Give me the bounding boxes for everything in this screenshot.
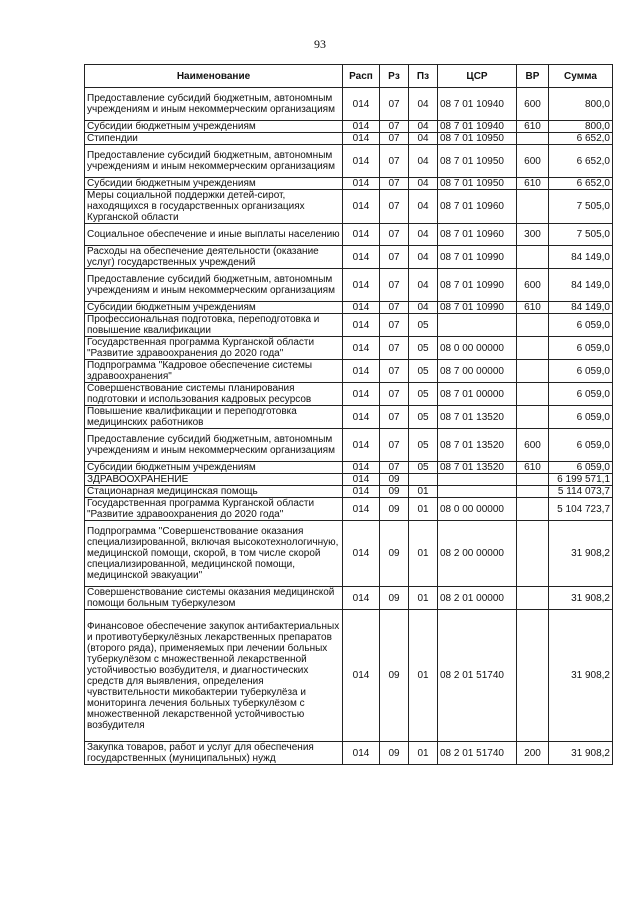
row-pz: 04 bbox=[409, 246, 438, 269]
row-vr bbox=[517, 610, 549, 742]
row-csr: 08 7 01 10960 bbox=[438, 224, 517, 246]
row-vr: 600 bbox=[517, 145, 549, 178]
table-row bbox=[85, 383, 613, 406]
row-csr bbox=[438, 486, 517, 498]
table-row bbox=[85, 224, 613, 246]
table-row bbox=[85, 474, 613, 486]
row-rasp: 014 bbox=[343, 429, 380, 462]
row-name: Предоставление субсидий бюджетным, автономным учреждениям и иным некоммерческим организациям bbox=[85, 269, 343, 302]
table-row bbox=[85, 133, 613, 145]
row-name: Стационарная медицинская помощь bbox=[85, 486, 343, 498]
row-sum: 800,0 bbox=[549, 88, 613, 121]
row-pz: 04 bbox=[409, 190, 438, 224]
row-sum: 84 149,0 bbox=[549, 302, 613, 314]
row-vr bbox=[517, 486, 549, 498]
row-rasp: 014 bbox=[343, 587, 380, 610]
row-csr: 08 2 00 00000 bbox=[438, 521, 517, 587]
row-pz: 05 bbox=[409, 406, 438, 429]
row-sum: 5 114 073,7 bbox=[549, 486, 613, 498]
row-vr bbox=[517, 521, 549, 587]
row-rz: 09 bbox=[380, 742, 409, 765]
row-rz: 07 bbox=[380, 360, 409, 383]
row-name: Подпрограмма "Кадровое обеспечение системы здравоохранения" bbox=[85, 360, 343, 383]
row-name: Предоставление субсидий бюджетным, автономным учреждениям и иным некоммерческим организациям bbox=[85, 88, 343, 121]
table-row bbox=[85, 269, 613, 302]
row-pz: 01 bbox=[409, 486, 438, 498]
row-vr: 610 bbox=[517, 121, 549, 133]
table-row bbox=[85, 498, 613, 521]
row-csr: 08 7 01 00000 bbox=[438, 383, 517, 406]
row-rz: 07 bbox=[380, 133, 409, 145]
row-name: Предоставление субсидий бюджетным, автономным учреждениям и иным некоммерческим организациям bbox=[85, 429, 343, 462]
row-rz: 07 bbox=[380, 314, 409, 337]
row-rasp: 014 bbox=[343, 145, 380, 178]
row-sum: 5 104 723,7 bbox=[549, 498, 613, 521]
row-vr bbox=[517, 133, 549, 145]
header-sum: Сумма bbox=[549, 65, 613, 88]
row-rasp: 014 bbox=[343, 88, 380, 121]
row-rz: 07 bbox=[380, 406, 409, 429]
row-rasp: 014 bbox=[343, 178, 380, 190]
row-rasp: 014 bbox=[343, 302, 380, 314]
row-name: Субсидии бюджетным учреждениям bbox=[85, 178, 343, 190]
row-vr bbox=[517, 246, 549, 269]
row-vr: 600 bbox=[517, 269, 549, 302]
row-pz: 01 bbox=[409, 742, 438, 765]
row-rz: 07 bbox=[380, 88, 409, 121]
table-row bbox=[85, 302, 613, 314]
row-rz: 07 bbox=[380, 246, 409, 269]
row-name: Субсидии бюджетным учреждениям bbox=[85, 462, 343, 474]
row-sum: 7 505,0 bbox=[549, 224, 613, 246]
row-sum: 6 652,0 bbox=[549, 133, 613, 145]
row-name: Совершенствование системы оказания медицинской помощи больным туберкулезом bbox=[85, 587, 343, 610]
row-pz: 04 bbox=[409, 178, 438, 190]
row-vr: 300 bbox=[517, 224, 549, 246]
row-rasp: 014 bbox=[343, 742, 380, 765]
row-sum: 6 059,0 bbox=[549, 360, 613, 383]
row-rasp: 014 bbox=[343, 190, 380, 224]
row-rasp: 014 bbox=[343, 383, 380, 406]
table-row bbox=[85, 429, 613, 462]
row-rasp: 014 bbox=[343, 610, 380, 742]
row-csr: 08 7 01 13520 bbox=[438, 406, 517, 429]
table-row bbox=[85, 145, 613, 178]
row-name: Социальное обеспечение и иные выплаты населению bbox=[85, 224, 343, 246]
row-rz: 09 bbox=[380, 521, 409, 587]
row-vr: 200 bbox=[517, 742, 549, 765]
row-pz: 01 bbox=[409, 610, 438, 742]
row-csr: 08 0 00 00000 bbox=[438, 337, 517, 360]
header-pz: Пз bbox=[409, 65, 438, 88]
row-csr bbox=[438, 474, 517, 486]
table-row bbox=[85, 360, 613, 383]
row-csr: 08 7 01 10960 bbox=[438, 190, 517, 224]
row-csr: 08 2 01 00000 bbox=[438, 587, 517, 610]
row-rz: 09 bbox=[380, 498, 409, 521]
row-sum: 6 059,0 bbox=[549, 314, 613, 337]
row-csr bbox=[438, 314, 517, 337]
row-rasp: 014 bbox=[343, 521, 380, 587]
row-csr: 08 7 01 10950 bbox=[438, 133, 517, 145]
table-row bbox=[85, 406, 613, 429]
row-rz: 07 bbox=[380, 383, 409, 406]
row-rasp: 014 bbox=[343, 133, 380, 145]
row-sum: 31 908,2 bbox=[549, 521, 613, 587]
header-name: Наименование bbox=[85, 65, 343, 88]
row-rz: 07 bbox=[380, 190, 409, 224]
row-rasp: 014 bbox=[343, 269, 380, 302]
row-sum: 6 059,0 bbox=[549, 429, 613, 462]
row-csr: 08 7 01 10990 bbox=[438, 302, 517, 314]
row-csr: 08 7 01 10990 bbox=[438, 269, 517, 302]
row-rz: 09 bbox=[380, 474, 409, 486]
row-csr: 08 7 01 10940 bbox=[438, 88, 517, 121]
table-row bbox=[85, 178, 613, 190]
header-csr: ЦСР bbox=[438, 65, 517, 88]
row-csr: 08 7 01 10950 bbox=[438, 178, 517, 190]
table-row bbox=[85, 521, 613, 587]
row-rz: 07 bbox=[380, 145, 409, 178]
row-name: Меры социальной поддержки детей-сирот, находящихся в государственных организациях Курганской области bbox=[85, 190, 343, 224]
row-vr bbox=[517, 337, 549, 360]
row-vr: 600 bbox=[517, 429, 549, 462]
row-rasp: 014 bbox=[343, 337, 380, 360]
row-rasp: 014 bbox=[343, 462, 380, 474]
table-row bbox=[85, 742, 613, 765]
row-csr: 08 0 00 00000 bbox=[438, 498, 517, 521]
row-sum: 84 149,0 bbox=[549, 269, 613, 302]
row-name: Расходы на обеспечение деятельности (оказание услуг) государственных учреждений bbox=[85, 246, 343, 269]
row-sum: 6 059,0 bbox=[549, 337, 613, 360]
table-row bbox=[85, 88, 613, 121]
row-vr bbox=[517, 406, 549, 429]
row-rz: 09 bbox=[380, 587, 409, 610]
page-number: 93 bbox=[314, 37, 326, 51]
row-vr: 610 bbox=[517, 462, 549, 474]
row-rz: 09 bbox=[380, 610, 409, 742]
row-csr: 08 7 01 13520 bbox=[438, 462, 517, 474]
row-rasp: 014 bbox=[343, 406, 380, 429]
row-rasp: 014 bbox=[343, 486, 380, 498]
row-name: Государственная программа Курганской области "Развитие здравоохранения до 2020 года" bbox=[85, 498, 343, 521]
table-body bbox=[85, 88, 613, 765]
row-sum: 6 652,0 bbox=[549, 145, 613, 178]
row-name: Совершенствование системы планирования подготовки и использования кадровых ресурсов bbox=[85, 383, 343, 406]
row-pz: 05 bbox=[409, 337, 438, 360]
row-csr: 08 2 01 51740 bbox=[438, 610, 517, 742]
table-header-row bbox=[85, 65, 613, 88]
row-pz: 01 bbox=[409, 521, 438, 587]
row-pz: 01 bbox=[409, 498, 438, 521]
header-vr: ВР bbox=[517, 65, 549, 88]
row-rz: 07 bbox=[380, 302, 409, 314]
row-pz: 05 bbox=[409, 462, 438, 474]
row-pz: 04 bbox=[409, 88, 438, 121]
row-name: Стипендии bbox=[85, 133, 343, 145]
row-name: Субсидии бюджетным учреждениям bbox=[85, 302, 343, 314]
row-sum: 84 149,0 bbox=[549, 246, 613, 269]
budget-table bbox=[84, 64, 613, 765]
table-row bbox=[85, 246, 613, 269]
row-rz: 07 bbox=[380, 178, 409, 190]
header-rz: Рз bbox=[380, 65, 409, 88]
row-rasp: 014 bbox=[343, 498, 380, 521]
row-name: Повышение квалификации и переподготовка медицинских работников bbox=[85, 406, 343, 429]
row-sum: 7 505,0 bbox=[549, 190, 613, 224]
row-rz: 07 bbox=[380, 269, 409, 302]
row-sum: 31 908,2 bbox=[549, 587, 613, 610]
table-row bbox=[85, 314, 613, 337]
row-name: Подпрограмма "Совершенствование оказания специализированной, включая высокотехнологичную, медицинской помощи, скорой, в том числе скорой специализированной, медицинской помощи, медицинской эвакуации" bbox=[85, 521, 343, 587]
row-pz bbox=[409, 474, 438, 486]
row-name: Профессиональная подготовка, переподготовка и повышение квалификации bbox=[85, 314, 343, 337]
row-sum: 6 199 571,1 bbox=[549, 474, 613, 486]
row-rz: 07 bbox=[380, 337, 409, 360]
row-rasp: 014 bbox=[343, 121, 380, 133]
row-rasp: 014 bbox=[343, 314, 380, 337]
row-sum: 6 059,0 bbox=[549, 462, 613, 474]
row-vr bbox=[517, 498, 549, 521]
row-sum: 6 652,0 bbox=[549, 178, 613, 190]
row-vr: 610 bbox=[517, 178, 549, 190]
row-csr: 08 7 01 10940 bbox=[438, 121, 517, 133]
row-rz: 07 bbox=[380, 462, 409, 474]
header-rasp: Расп bbox=[343, 65, 380, 88]
row-rasp: 014 bbox=[343, 360, 380, 383]
row-vr bbox=[517, 587, 549, 610]
row-pz: 05 bbox=[409, 429, 438, 462]
row-csr: 08 7 01 10990 bbox=[438, 246, 517, 269]
table-row bbox=[85, 462, 613, 474]
table-row bbox=[85, 337, 613, 360]
row-pz: 05 bbox=[409, 314, 438, 337]
row-name: Предоставление субсидий бюджетным, автономным учреждениям и иным некоммерческим организациям bbox=[85, 145, 343, 178]
row-rz: 07 bbox=[380, 429, 409, 462]
row-sum: 800,0 bbox=[549, 121, 613, 133]
row-vr: 600 bbox=[517, 88, 549, 121]
row-name: Государственная программа Курганской области "Развитие здравоохранения до 2020 года" bbox=[85, 337, 343, 360]
table-row bbox=[85, 610, 613, 742]
row-rasp: 014 bbox=[343, 246, 380, 269]
row-sum: 31 908,2 bbox=[549, 742, 613, 765]
row-pz: 05 bbox=[409, 383, 438, 406]
row-name: Субсидии бюджетным учреждениям bbox=[85, 121, 343, 133]
table-row bbox=[85, 486, 613, 498]
row-pz: 04 bbox=[409, 121, 438, 133]
row-rz: 07 bbox=[380, 224, 409, 246]
row-sum: 6 059,0 bbox=[549, 383, 613, 406]
row-csr: 08 7 01 10950 bbox=[438, 145, 517, 178]
row-vr: 610 bbox=[517, 302, 549, 314]
row-pz: 04 bbox=[409, 224, 438, 246]
row-pz: 04 bbox=[409, 145, 438, 178]
row-name: Закупка товаров, работ и услуг для обеспечения государственных (муниципальных) нужд bbox=[85, 742, 343, 765]
table-row bbox=[85, 587, 613, 610]
row-vr bbox=[517, 190, 549, 224]
row-vr bbox=[517, 360, 549, 383]
row-vr bbox=[517, 314, 549, 337]
row-pz: 05 bbox=[409, 360, 438, 383]
row-vr bbox=[517, 383, 549, 406]
row-pz: 04 bbox=[409, 133, 438, 145]
row-vr bbox=[517, 474, 549, 486]
row-sum: 31 908,2 bbox=[549, 610, 613, 742]
row-csr: 08 2 01 51740 bbox=[438, 742, 517, 765]
row-csr: 08 7 01 13520 bbox=[438, 429, 517, 462]
table-row bbox=[85, 190, 613, 224]
row-pz: 04 bbox=[409, 269, 438, 302]
row-pz: 04 bbox=[409, 302, 438, 314]
row-name: Финансовое обеспечение закупок антибактериальных и противотуберкулёзных лекарственных препаратов (второго ряда), применяемых при лечении больных туберкулёзом с множественной лекарственной устойчивостью возбудителя, и диагностических средств для выявления, определения чувствительности микобактерии туберкулёза и мониторинга лечения больных туберкулёзом с множественной лекарственной устойчивостью возбудителя bbox=[85, 610, 343, 742]
row-name: ЗДРАВООХРАНЕНИЕ bbox=[85, 474, 343, 486]
row-rasp: 014 bbox=[343, 224, 380, 246]
row-csr: 08 7 00 00000 bbox=[438, 360, 517, 383]
row-rz: 07 bbox=[380, 121, 409, 133]
row-pz: 01 bbox=[409, 587, 438, 610]
row-rz: 09 bbox=[380, 486, 409, 498]
table-row bbox=[85, 121, 613, 133]
row-sum: 6 059,0 bbox=[549, 406, 613, 429]
row-rasp: 014 bbox=[343, 474, 380, 486]
